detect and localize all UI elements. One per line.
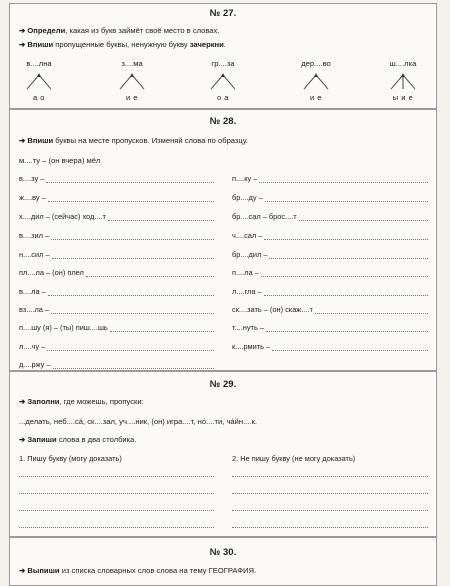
task-29-instruction-1: ➔ Заполни, где можешь, пропуски: xyxy=(19,397,144,406)
task-30-instruction: ➔ Выпиши из списка словарных слов слова на тему ГЕОГРАФИЯ. xyxy=(19,566,257,575)
exercise-row: ч....сал – xyxy=(232,231,428,240)
answer-line xyxy=(19,510,214,511)
task-29-words: ...делать, неб....сá, ск....зал, уч....ник, (он) игра....т, нó....ти, чáйн....к. xyxy=(19,417,257,426)
task-29-instruction-2: ➔ Запиши слова в два столбика. xyxy=(19,435,137,444)
answer-line xyxy=(232,493,428,494)
word-5: ш....лка xyxy=(389,59,417,68)
exercise-row: ск....зать – (он) скаж....т xyxy=(232,305,428,314)
task-27-instruction-1: ➔ Определи, какая из букв займёт своё место в словах. xyxy=(19,26,220,35)
exercise-row: х....дил – (сейчас) ход....т xyxy=(19,212,214,221)
column-2-header: 2. Не пишу букву (не могу доказать) xyxy=(232,454,356,463)
task-27-box xyxy=(9,3,437,109)
task-28-title: № 28. xyxy=(209,116,237,127)
exercise-row: бр....дил – xyxy=(232,250,428,259)
exercise-row: д....ржу – xyxy=(19,360,214,369)
arrow-icon: ➔ xyxy=(19,397,26,406)
answer-line xyxy=(19,527,214,528)
word-2: з....ма xyxy=(121,59,143,68)
letter-choice-fork-icon xyxy=(299,71,333,93)
arrow-icon: ➔ xyxy=(19,40,26,49)
exercise-row: п....шу (я) – (ты) пиш....шь xyxy=(19,323,214,332)
task-30-title: № 30. xyxy=(209,547,237,558)
exercise-row: бр....ду – xyxy=(232,193,428,202)
exercise-row: ж....ву – xyxy=(19,193,214,202)
task-28-box xyxy=(9,109,437,371)
letter-options-2: и е xyxy=(125,93,139,102)
letter-choice-fork-icon xyxy=(386,71,420,93)
exercise-row: вз....ла – xyxy=(19,305,214,314)
exercise-row: в....зу – xyxy=(19,174,214,183)
exercise-row: к....рмить – xyxy=(232,342,428,351)
exercise-row: в....зил – xyxy=(19,231,214,240)
task-29-title: № 29. xyxy=(209,379,237,390)
word-3: гр....за xyxy=(211,59,235,68)
arrow-icon: ➔ xyxy=(19,435,26,444)
task-29-box xyxy=(9,371,437,537)
answer-line xyxy=(232,527,428,528)
exercise-row: л....чу – xyxy=(19,342,214,351)
word-1: в....лна xyxy=(26,59,52,68)
answer-line xyxy=(19,476,214,477)
task-28-example: м....ту – (он вчера) мёл xyxy=(19,156,101,165)
exercise-row: пл....ла – (он) плел xyxy=(19,268,214,277)
task-27-title: № 27. xyxy=(209,8,237,19)
arrow-icon: ➔ xyxy=(19,136,26,145)
word-4: дер....во xyxy=(301,59,331,68)
arrow-icon: ➔ xyxy=(19,26,26,35)
task-30-box xyxy=(9,537,437,586)
letter-options-1: а о xyxy=(32,93,46,102)
answer-line xyxy=(19,493,214,494)
exercise-row: бр....сал – брос....т xyxy=(232,212,428,221)
column-1-header: 1. Пишу букву (могу доказать) xyxy=(19,454,122,463)
exercise-row: п....ла – xyxy=(232,268,428,277)
letter-options-4: и е xyxy=(309,93,323,102)
task-27-instruction-2: ➔ Впиши пропущенные буквы, ненужную букву зачеркни. xyxy=(19,40,226,49)
letter-options-5: ы и е xyxy=(392,93,414,102)
letter-choice-fork-icon xyxy=(22,71,56,93)
task-28-instruction: ➔ Впиши буквы на месте пропусков. Изменяй слова по образцу. xyxy=(19,136,248,145)
answer-line xyxy=(232,510,428,511)
letter-choice-fork-icon xyxy=(115,71,149,93)
exercise-row: т....нуть – xyxy=(232,323,428,332)
letter-options-3: о а xyxy=(216,93,230,102)
exercise-row: н....сил – xyxy=(19,250,214,259)
exercise-row: л....гла – xyxy=(232,287,428,296)
letter-choice-fork-icon xyxy=(206,71,240,93)
answer-line xyxy=(232,476,428,477)
exercise-row: в....ла – xyxy=(19,287,214,296)
arrow-icon: ➔ xyxy=(19,566,26,575)
exercise-row: п....ку – xyxy=(232,174,428,183)
